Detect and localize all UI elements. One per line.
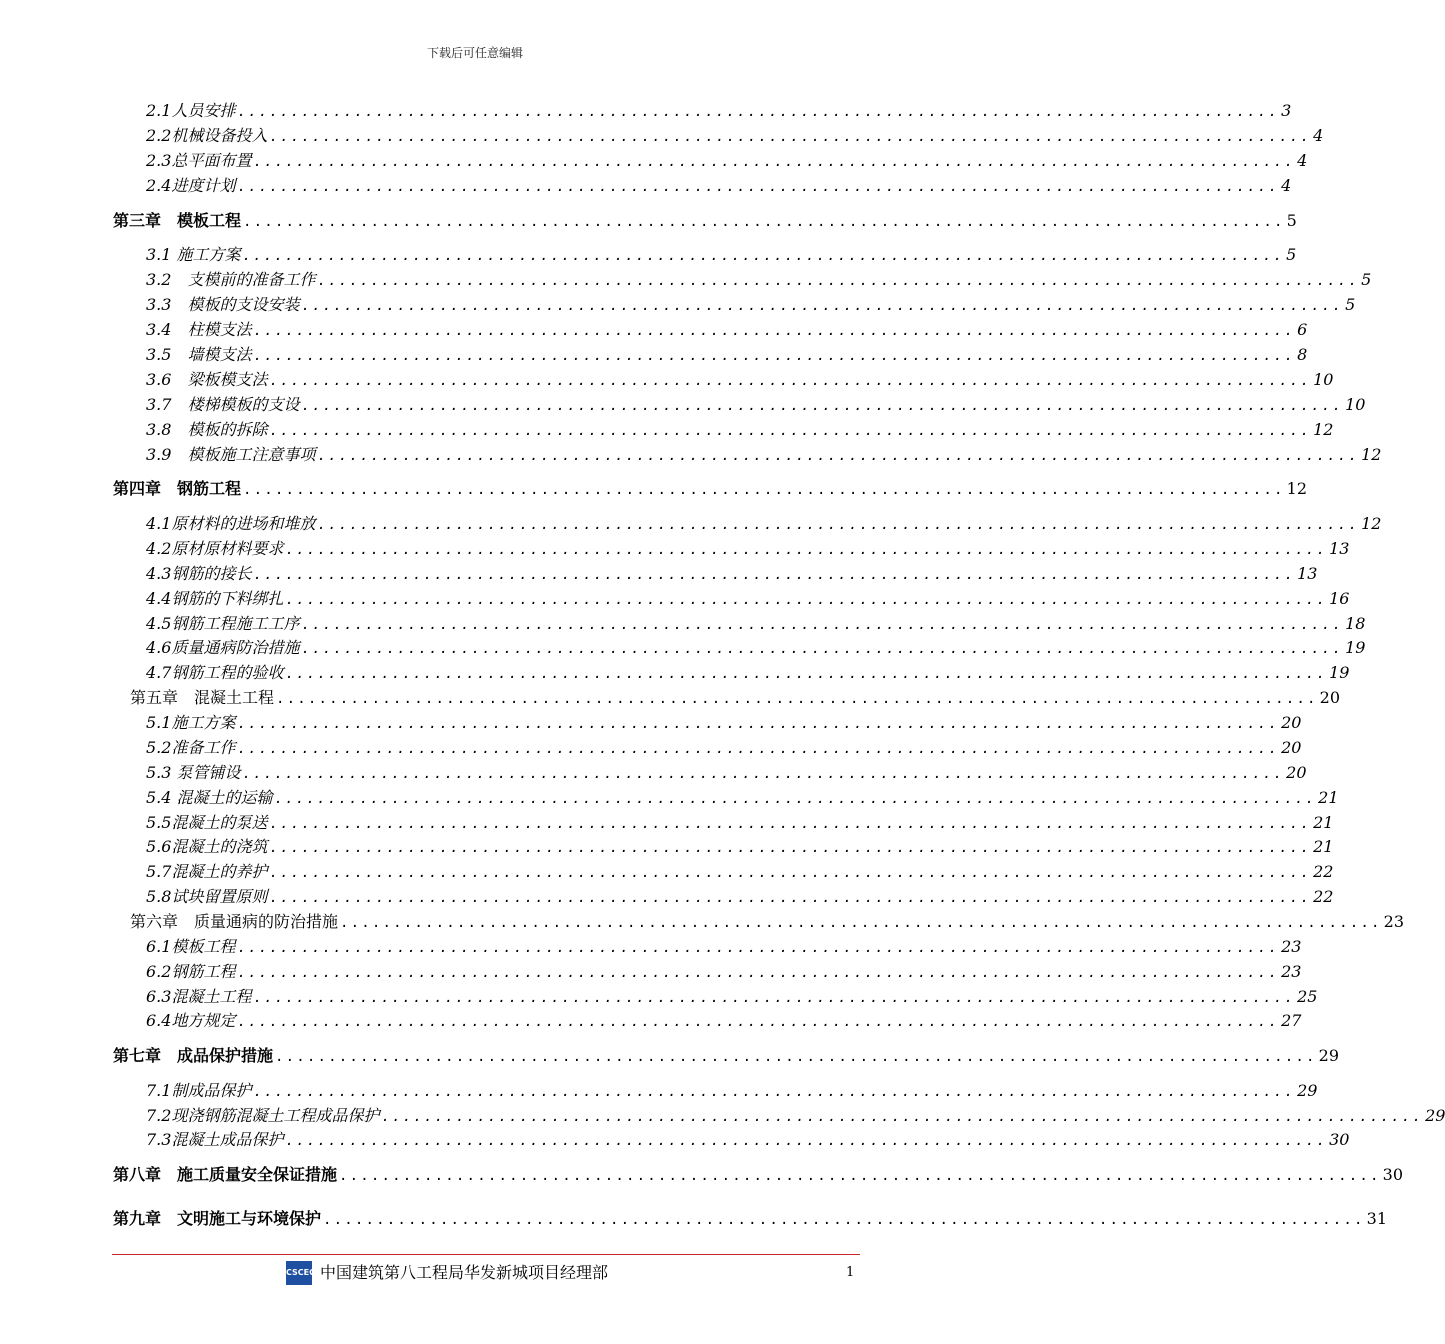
toc-entry-7-2[interactable]: [146, 1105, 1445, 1127]
toc-entry-6-2[interactable]: [146, 961, 1302, 983]
dot-leader: ..................................................................................................: [237, 179, 1280, 195]
toc-chapter-6[interactable]: [130, 911, 1404, 933]
toc-page: 29: [1425, 1106, 1445, 1125]
toc-entry-5-8[interactable]: [146, 886, 1334, 908]
dot-leader: ..................................................................................................: [237, 965, 1280, 981]
toc-entry-2-3[interactable]: [146, 150, 1308, 172]
toc-page: 23: [1383, 912, 1404, 931]
toc-title: 7.1制成品保护: [146, 1081, 252, 1100]
toc-entry-5-7[interactable]: [146, 861, 1334, 883]
toc-chapter-7[interactable]: [113, 1045, 1339, 1067]
dot-leader: ..................................................................................................: [285, 542, 1328, 558]
toc-entry-3-3[interactable]: [146, 294, 1356, 316]
dot-leader: ..................................................................................................: [242, 248, 1285, 264]
dot-leader: ..................................................................................................: [276, 691, 1318, 707]
toc-entry-2-2[interactable]: [146, 125, 1324, 147]
page-footer: [0, 1261, 950, 1285]
toc-title: 5.3 泵管铺设: [146, 763, 241, 782]
toc-page: 20: [1281, 738, 1302, 757]
toc-page: 23: [1281, 962, 1302, 981]
toc-title: 3.9 模板施工注意事项: [146, 445, 316, 464]
toc-page: 13: [1329, 539, 1350, 558]
dot-leader: ..................................................................................................: [301, 641, 1344, 657]
toc-title: 3.4 柱模支法: [146, 320, 252, 339]
toc-title: 3.1 施工方案: [146, 245, 241, 264]
toc-title: 5.8试块留置原则: [146, 887, 268, 906]
toc-title: 2.1人员安排: [146, 101, 236, 120]
toc-title: 第九章 文明施工与环境保护: [113, 1209, 322, 1228]
toc-page: 5: [1345, 295, 1356, 314]
toc-entry-3-7[interactable]: [146, 394, 1366, 416]
toc-page: 29: [1297, 1081, 1318, 1100]
toc-page: 18: [1345, 614, 1366, 633]
dot-leader: ..................................................................................................: [285, 666, 1328, 682]
toc-entry-4-1[interactable]: [146, 513, 1382, 535]
toc-page: 22: [1313, 887, 1334, 906]
toc-entry-4-3[interactable]: [146, 563, 1318, 585]
dot-leader: ..................................................................................................: [253, 323, 1296, 339]
toc-entry-6-4[interactable]: [146, 1010, 1302, 1032]
toc-page: 12: [1313, 420, 1334, 439]
toc-page: 19: [1345, 638, 1366, 657]
toc-title: 第七章 成品保护措施: [113, 1046, 274, 1065]
toc-title: 5.5混凝土的泵送: [146, 813, 268, 832]
toc-entry-5-2[interactable]: [146, 737, 1302, 759]
dot-leader: ..................................................................................................: [269, 129, 1312, 145]
toc-title: 7.2现浇钢筋混凝土工程成品保护: [146, 1106, 380, 1125]
dot-leader: ..................................................................................................: [340, 915, 1382, 931]
company-logo-icon: CSCEC: [286, 1261, 312, 1285]
toc-page: 20: [1319, 688, 1340, 707]
toc-title: 4.6质量通病防治措施: [146, 638, 300, 657]
toc-page: 16: [1329, 589, 1350, 608]
toc-chapter-3[interactable]: [113, 210, 1297, 232]
toc-title: 2.3总平面布置: [146, 151, 252, 170]
dot-leader: ..................................................................................................: [269, 865, 1312, 881]
dot-leader: ..................................................................................................: [269, 840, 1312, 856]
dot-leader: ..................................................................................................: [275, 1049, 1317, 1065]
toc-title: 2.4进度计划: [146, 176, 236, 195]
toc-page: 12: [1361, 445, 1382, 464]
toc-page: 12: [1286, 479, 1307, 498]
dot-leader: ..................................................................................................: [339, 1168, 1381, 1184]
toc-page: 6: [1297, 320, 1308, 339]
dot-leader: ..................................................................................................: [243, 214, 1285, 230]
toc-entry-3-1[interactable]: [146, 244, 1297, 266]
toc-page: 20: [1286, 763, 1307, 782]
toc-page: 3: [1281, 101, 1292, 120]
toc-entry-4-2[interactable]: [146, 538, 1350, 560]
toc-page: 4: [1281, 176, 1292, 195]
toc-page: 4: [1313, 126, 1324, 145]
toc-title: 6.2钢筋工程: [146, 962, 236, 981]
toc-title: 3.8 模板的拆除: [146, 420, 268, 439]
toc-chapter-4[interactable]: [113, 478, 1307, 500]
toc-chapter-9[interactable]: [113, 1208, 1387, 1230]
dot-leader: ..................................................................................................: [253, 154, 1296, 170]
toc-entry-5-4[interactable]: [146, 787, 1339, 809]
toc-title: 4.4钢筋的下料绑扎: [146, 589, 284, 608]
toc-entry-3-2[interactable]: [146, 269, 1372, 291]
dot-leader: ..................................................................................................: [253, 990, 1296, 1006]
toc-title: 4.1原材料的进场和堆放: [146, 514, 316, 533]
toc-page: 12: [1361, 514, 1382, 533]
toc-entry-7-1[interactable]: [146, 1080, 1318, 1102]
toc-title: 4.3钢筋的接长: [146, 564, 252, 583]
toc-chapter-5[interactable]: [130, 687, 1340, 709]
toc-page: 22: [1313, 862, 1334, 881]
dot-leader: ..................................................................................................: [381, 1109, 1424, 1125]
toc-title: 第八章 施工质量安全保证措施: [113, 1165, 338, 1184]
dot-leader: ..................................................................................................: [269, 816, 1312, 832]
toc-title: 第六章 质量通病的防治措施: [130, 912, 339, 931]
toc-entry-3-4[interactable]: [146, 319, 1308, 341]
toc-entry-2-4[interactable]: [146, 175, 1292, 197]
toc-page: 5: [1286, 245, 1297, 264]
toc-page: 8: [1297, 345, 1308, 364]
toc-title: 2.2机械设备投入: [146, 126, 268, 145]
dot-leader: ..................................................................................................: [253, 567, 1296, 583]
toc-title: 3.2 支模前的准备工作: [146, 270, 316, 289]
toc-page: 25: [1297, 987, 1318, 1006]
toc-page: 19: [1329, 663, 1350, 682]
toc-title: 4.5钢筋工程施工工序: [146, 614, 300, 633]
dot-leader: ..................................................................................................: [285, 592, 1328, 608]
toc-entry-7-3[interactable]: [146, 1129, 1350, 1151]
toc-page: 21: [1313, 813, 1334, 832]
toc-entry-3-6[interactable]: [146, 369, 1334, 391]
toc-title: 4.2原材原材料要求: [146, 539, 284, 558]
toc-page: 13: [1297, 564, 1318, 583]
toc-title: 3.6 梁板模支法: [146, 370, 268, 389]
toc-title: 6.3混凝土工程: [146, 987, 252, 1006]
toc-page: 10: [1345, 395, 1366, 414]
dot-leader: ..................................................................................................: [237, 741, 1280, 757]
dot-leader: ..................................................................................................: [237, 940, 1280, 956]
toc-page: 27: [1281, 1011, 1302, 1030]
toc-entry-3-8[interactable]: [146, 419, 1334, 441]
page-number: 1: [846, 1265, 855, 1280]
dot-leader: ..................................................................................................: [317, 517, 1360, 533]
dot-leader: ..................................................................................................: [269, 423, 1312, 439]
toc-entry-5-6[interactable]: [146, 836, 1334, 858]
dot-leader: ..................................................................................................: [317, 273, 1360, 289]
toc-page: 5: [1361, 270, 1372, 289]
toc-title: 第三章 模板工程: [113, 211, 242, 230]
toc-page: 29: [1318, 1046, 1339, 1065]
dot-leader: ..................................................................................................: [243, 482, 1285, 498]
toc-entry-2-1[interactable]: [146, 100, 1292, 122]
toc-entry-6-3[interactable]: [146, 986, 1318, 1008]
footer-divider: [112, 1254, 860, 1255]
dot-leader: ..................................................................................................: [301, 398, 1344, 414]
toc-title: 3.5 墙模支法: [146, 345, 252, 364]
page-header-note: 下载后可任意编辑: [426, 46, 523, 60]
dot-leader: ..................................................................................................: [253, 348, 1296, 364]
toc-entry-6-1[interactable]: [146, 936, 1302, 958]
toc-entry-3-5[interactable]: [146, 344, 1308, 366]
toc-page: 21: [1313, 837, 1334, 856]
toc-page: 4: [1297, 151, 1308, 170]
toc-title: 5.7混凝土的养护: [146, 862, 268, 881]
dot-leader: ..................................................................................................: [269, 890, 1312, 906]
toc-title: 6.1模板工程: [146, 937, 236, 956]
toc-entry-4-7[interactable]: [146, 662, 1350, 684]
toc-page: 31: [1366, 1209, 1387, 1228]
dot-leader: ..................................................................................................: [237, 104, 1280, 120]
dot-leader: ..................................................................................................: [301, 617, 1344, 633]
dot-leader: ..................................................................................................: [323, 1212, 1365, 1228]
toc-title: 6.4地方规定: [146, 1011, 236, 1030]
dot-leader: ..................................................................................................: [242, 766, 1285, 782]
toc-title: 第四章 钢筋工程: [113, 479, 242, 498]
toc-entry-5-5[interactable]: [146, 812, 1334, 834]
toc-page: 5: [1286, 211, 1297, 230]
dot-leader: ..................................................................................................: [274, 791, 1317, 807]
toc-page: 10: [1313, 370, 1334, 389]
toc-title: 5.6混凝土的浇筑: [146, 837, 268, 856]
dot-leader: ..................................................................................................: [317, 448, 1360, 464]
toc-page: 30: [1382, 1165, 1403, 1184]
toc-title: 7.3混凝土成品保护: [146, 1130, 284, 1149]
toc-title: 5.1施工方案: [146, 713, 236, 732]
toc-entry-5-3[interactable]: [146, 762, 1307, 784]
toc-title: 5.4 混凝土的运输: [146, 788, 273, 807]
toc-entry-5-1[interactable]: [146, 712, 1302, 734]
toc-page: 21: [1318, 788, 1339, 807]
toc-title: 3.7 楼梯模板的支设: [146, 395, 300, 414]
toc-entry-4-4[interactable]: [146, 588, 1350, 610]
footer-organization: 中国建筑第八工程局华发新城项目经理部: [320, 1263, 609, 1282]
dot-leader: ..................................................................................................: [237, 1014, 1280, 1030]
toc-title: 3.3 模板的支设安装: [146, 295, 300, 314]
toc-page: 23: [1281, 937, 1302, 956]
toc-page: 20: [1281, 713, 1302, 732]
toc-title: 5.2准备工作: [146, 738, 236, 757]
toc-chapter-8[interactable]: [113, 1164, 1403, 1186]
dot-leader: ..................................................................................................: [285, 1133, 1328, 1149]
dot-leader: ..................................................................................................: [301, 298, 1344, 314]
toc-title: 第五章 混凝土工程: [130, 688, 275, 707]
toc-page: 30: [1329, 1130, 1350, 1149]
toc-entry-4-5[interactable]: [146, 613, 1366, 635]
dot-leader: ..................................................................................................: [269, 373, 1312, 389]
toc-entry-4-6[interactable]: [146, 637, 1366, 659]
dot-leader: ..................................................................................................: [253, 1084, 1296, 1100]
toc-title: 4.7钢筋工程的验收: [146, 663, 284, 682]
dot-leader: ..................................................................................................: [237, 716, 1280, 732]
toc-entry-3-9[interactable]: [146, 444, 1382, 466]
